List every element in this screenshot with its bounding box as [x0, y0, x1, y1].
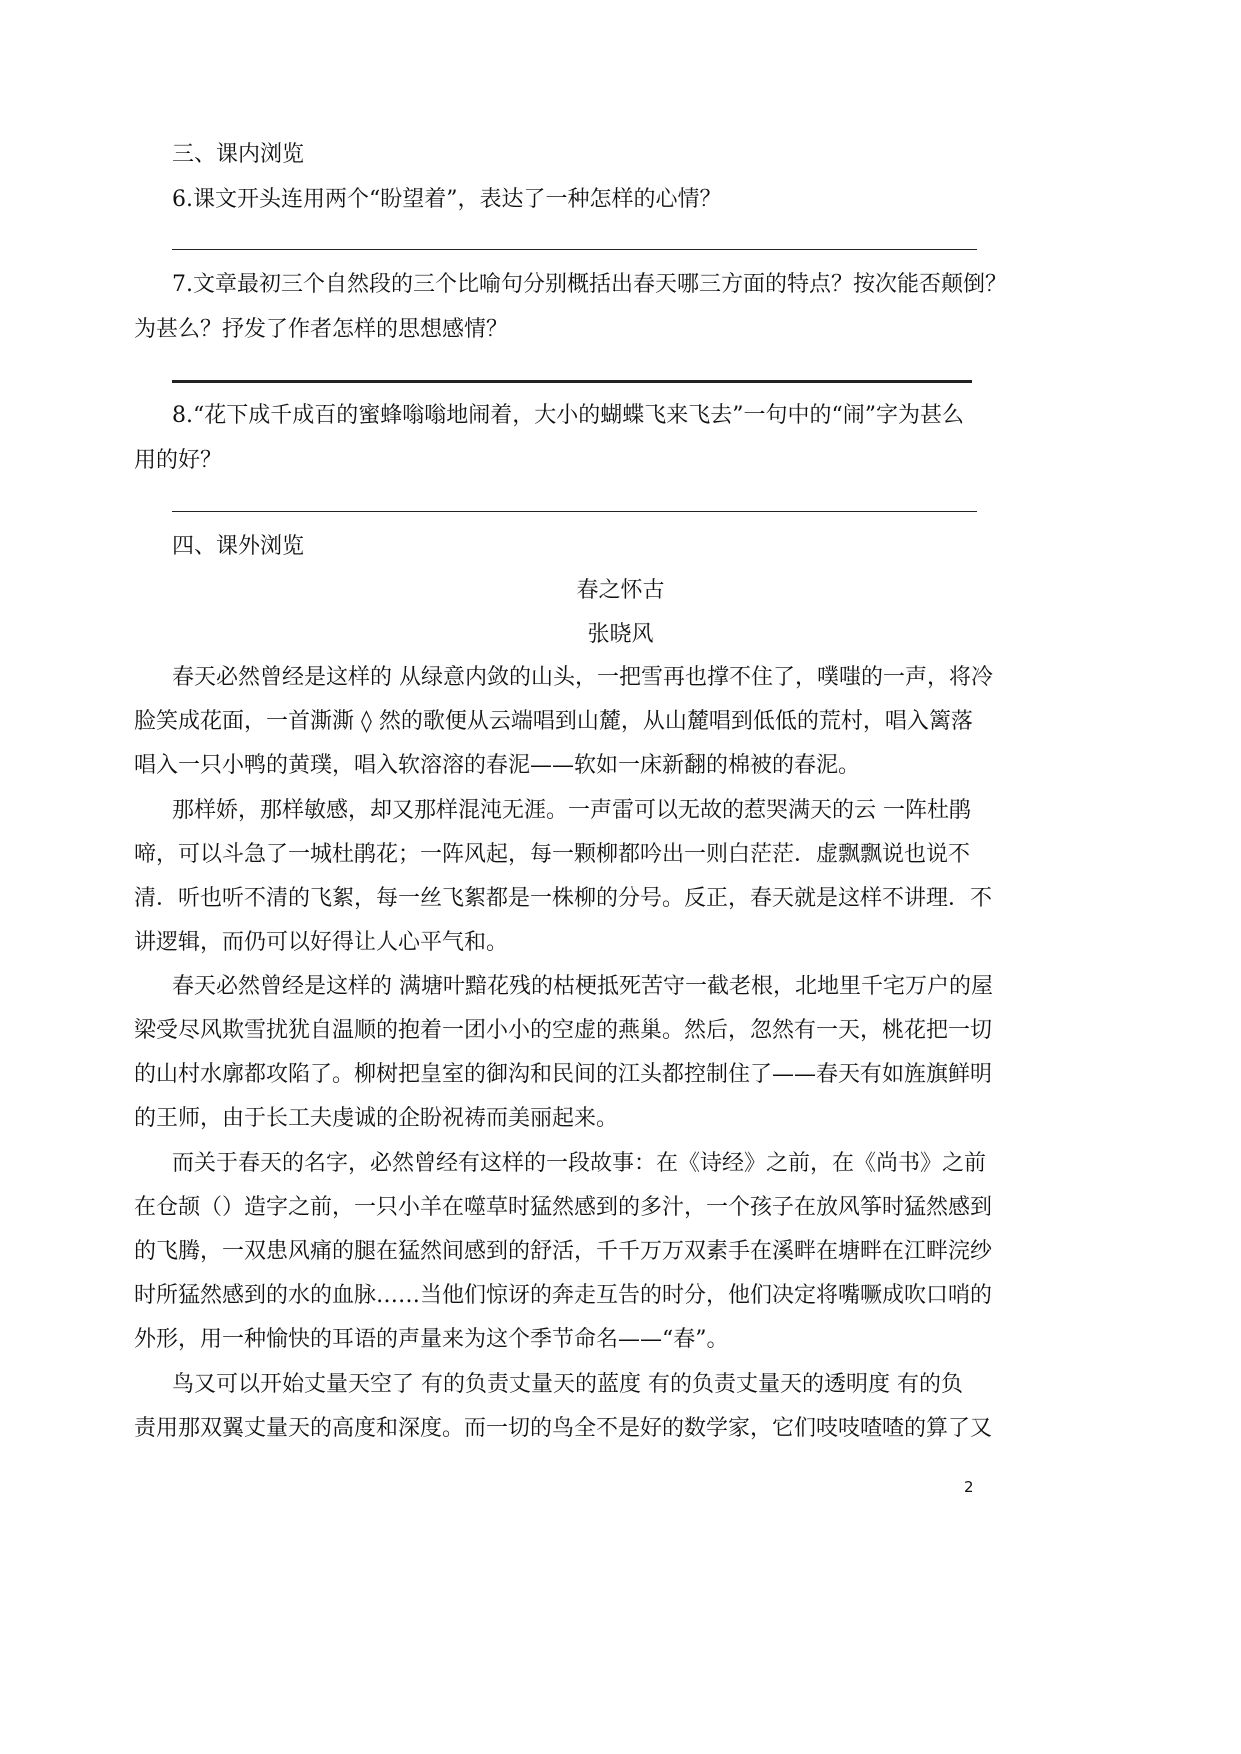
- paragraph-3-line: 的山村水廓都攻陷了。柳树把皇室的御沟和民间的江头都控制住了——春天有如旌旗鲜明: [134, 1062, 993, 1087]
- answer-line-7[interactable]: [172, 380, 972, 383]
- paragraph-3-line: 的王师，由于长工夫虔诚的企盼祝祷而美丽起来。: [134, 1106, 619, 1131]
- paragraph-4-line: 而关于春天的名字，必然曾经有这样的一段故事：在《诗经》之前，在《尚书》之前: [172, 1151, 987, 1176]
- paragraph-4-line: 的飞腾，一双患风痛的腿在猛然间感到的舒活，千千万万双素手在溪畔在塘畔在江畔浣纱: [134, 1239, 993, 1264]
- paragraph-3-line: 春天必然曾经是这样的 满塘叶黯花残的枯梗抵死苦守一截老根，北地里千宅万户的屋: [172, 974, 993, 999]
- paragraph-2-line: 那样娇，那样敏感，却又那样混沌无涯。一声雷可以无故的惹哭满天的云 一阵杜鹃: [172, 798, 971, 823]
- question-7-line-2: 为甚么？抒发了作者怎样的思想感情？: [134, 317, 509, 342]
- section-heading-3: 三、课内浏览: [172, 142, 305, 167]
- question-8-line-2: 用的好？: [134, 448, 223, 473]
- question-8-line-1: 8.“花下成千成百的蜜蜂嗡嗡地闹着，大小的蝴蝶飞来飞去”一句中的“闹”字为甚么: [172, 403, 964, 428]
- paragraph-4-line: 时所猛然感到的水的血脉……当他们惊讶的奔走互告的时分，他们决定将嘴噘成吹口哨的: [134, 1283, 993, 1308]
- article-author: 张晓风: [587, 622, 654, 647]
- paragraph-3-line: 梁受尽风欺雪扰犹自温顺的抱着一团小小的空虚的燕巢。然后，忽然有一天，桃花把一切: [134, 1018, 993, 1043]
- paragraph-4-line: 在仓颉（）造字之前，一只小羊在噬草时猛然感到的多汁，一个孩子在放风筝时猛然感到: [134, 1195, 993, 1220]
- question-7-line-1: 7.文章最初三个自然段的三个比喻句分别概括出春天哪三方面的特点？按次能否颠倒？: [172, 272, 1007, 297]
- answer-line-6[interactable]: [172, 249, 977, 250]
- paragraph-1-line: 脸笑成花面，一首澌澌 ◊ 然的歌便从云端唱到山麓，从山麓唱到低低的荒村，唱入篱落: [134, 709, 973, 734]
- section-heading-4: 四、课外浏览: [172, 534, 305, 559]
- paragraph-5-line: 责用那双翼丈量天的高度和深度。而一切的鸟全不是好的数学家，它们吱吱喳喳的算了又: [134, 1416, 993, 1441]
- page-number: 2: [964, 1478, 974, 1496]
- paragraph-1-line: 春天必然曾经是这样的 从绿意内敛的山头，一把雪再也撑不住了，噗嗤的一声，将冷: [172, 665, 993, 690]
- paragraph-4-line: 外形，用一种愉快的耳语的声量来为这个季节命名——“春”。: [134, 1327, 729, 1352]
- answer-line-8[interactable]: [172, 511, 977, 512]
- paragraph-5-line: 鸟又可以开始丈量天空了 有的负责丈量天的蓝度 有的负责丈量天的透明度 有的负: [172, 1372, 963, 1397]
- question-6: 6.课文开头连用两个“盼望着”，表达了一种怎样的心情？: [172, 187, 722, 212]
- article-title: 春之怀古: [576, 578, 665, 603]
- paragraph-1-line: 唱入一只小鸭的黄璞，唱入软溶溶的春泥——软如一床新翻的棉被的春泥。: [134, 753, 861, 778]
- paragraph-2-line: 讲逻辑，而仍可以好得让人心平气和。: [134, 930, 509, 955]
- paragraph-2-line: 清．听也听不清的飞絮，每一丝飞絮都是一株柳的分号。反正，春天就是这样不讲理．不: [134, 886, 993, 911]
- paragraph-2-line: 啼，可以斗急了一城杜鹃花；一阵风起，每一颗柳都吟出一则白茫茫．虚飘飘说也说不: [134, 842, 971, 867]
